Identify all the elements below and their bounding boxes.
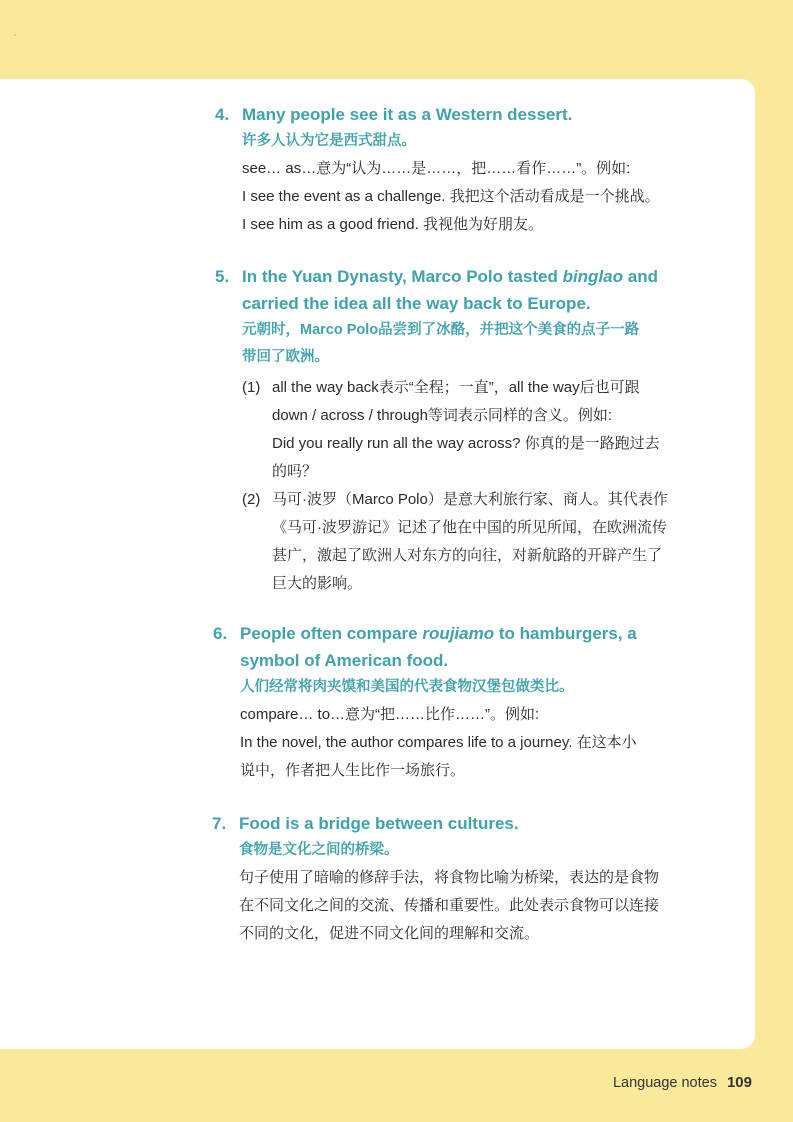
note-body-line: 句子使用了暗喻的修辞手法，将食物比喻为桥梁，表达的是食物 bbox=[239, 869, 660, 886]
note-number: 7. bbox=[212, 814, 227, 833]
note-heading-zh: 人们经常将肉夹馍和美国的代表食物汉堡包做类比。 bbox=[240, 679, 574, 695]
subpoint-label: (2) bbox=[242, 491, 261, 508]
note-heading-en: Many people see it as a Western dessert. bbox=[242, 105, 573, 124]
note-body-line: I see him as a good friend. 我视他为好朋友。 bbox=[242, 216, 543, 233]
note-4 bbox=[215, 101, 762, 239]
note-heading-en: symbol of American food. bbox=[240, 651, 449, 670]
note-heading-zh: 许多人认为它是西式甜点。 bbox=[242, 133, 416, 149]
note-heading-zh: 食物是文化之间的桥梁。 bbox=[239, 842, 399, 858]
note-body-line: see… as…意为“认为……是……，把……看作……”。例如: bbox=[242, 160, 631, 177]
note-heading-en: People often compare roujiamo to hamburgers, a bbox=[240, 624, 637, 643]
subpoint-2 bbox=[242, 486, 762, 598]
subpoint-label: (1) bbox=[242, 379, 261, 396]
note-body-line: 不同的文化，促进不同文化间的理解和交流。 bbox=[239, 925, 540, 942]
subpoint-line: all the way back表示“全程；一直”，all the way后也可跟 bbox=[272, 379, 640, 396]
note-5 bbox=[215, 263, 762, 598]
note-number: 4. bbox=[215, 105, 230, 124]
corner-mark bbox=[14, 34, 16, 36]
page-footer bbox=[613, 1074, 752, 1091]
note-heading-zh: 带回了欧洲。 bbox=[242, 349, 329, 365]
note-heading-zh: 元朝时，Marco Polo品尝到了冰酪，并把这个美食的点子一路 bbox=[242, 322, 640, 338]
note-body-line: compare… to…意为“把……比作……”。例如: bbox=[240, 706, 540, 723]
note-number: 5. bbox=[215, 267, 230, 286]
italic-term: roujiamo bbox=[422, 624, 495, 643]
note-heading-en: Food is a bridge between cultures. bbox=[239, 814, 519, 833]
note-number: 6. bbox=[213, 624, 228, 643]
note-body-line: I see the event as a challenge. 我把这个活动看成是一个挑战。 bbox=[242, 188, 660, 205]
note-body-line: 说中，作者把人生比作一场旅行。 bbox=[240, 762, 466, 779]
subpoint-line: 《马可·波罗游记》记述了他在中国的所见所闻，在欧洲流传 bbox=[272, 519, 667, 536]
footer-section-label: Language notes bbox=[612, 1075, 717, 1091]
subpoint-line: 巨大的影响。 bbox=[272, 575, 363, 592]
subpoint-line: 马可·波罗（Marco Polo）是意大利旅行家、商人。其代表作 bbox=[272, 491, 668, 508]
content-panel bbox=[0, 79, 755, 1049]
subpoint-line: 的吗？ bbox=[272, 463, 318, 480]
subpoint-1 bbox=[242, 374, 762, 486]
note-body-line: 在不同文化之间的交流、传播和重要性。此处表示食物可以连接 bbox=[239, 897, 660, 914]
subpoint-line: Did you really run all the way across? 你真的是一路跑过去 bbox=[272, 435, 660, 452]
page-number: 109 bbox=[726, 1074, 752, 1091]
note-7 bbox=[212, 810, 759, 948]
note-heading-en: In the Yuan Dynasty, Marco Polo tasted binglao and bbox=[242, 267, 658, 286]
note-6 bbox=[213, 620, 760, 785]
italic-term: binglao bbox=[562, 267, 624, 286]
note-body-line: In the novel, the author compares life to a journey. 在这本小 bbox=[240, 734, 637, 751]
note-heading-en: carried the idea all the way back to Europe. bbox=[242, 294, 591, 313]
subpoint-line: down / across / through等词表示同样的含义。例如: bbox=[272, 407, 613, 424]
subpoint-line: 甚广，激起了欧洲人对东方的向往，对新航路的开辟产生了 bbox=[272, 547, 663, 564]
